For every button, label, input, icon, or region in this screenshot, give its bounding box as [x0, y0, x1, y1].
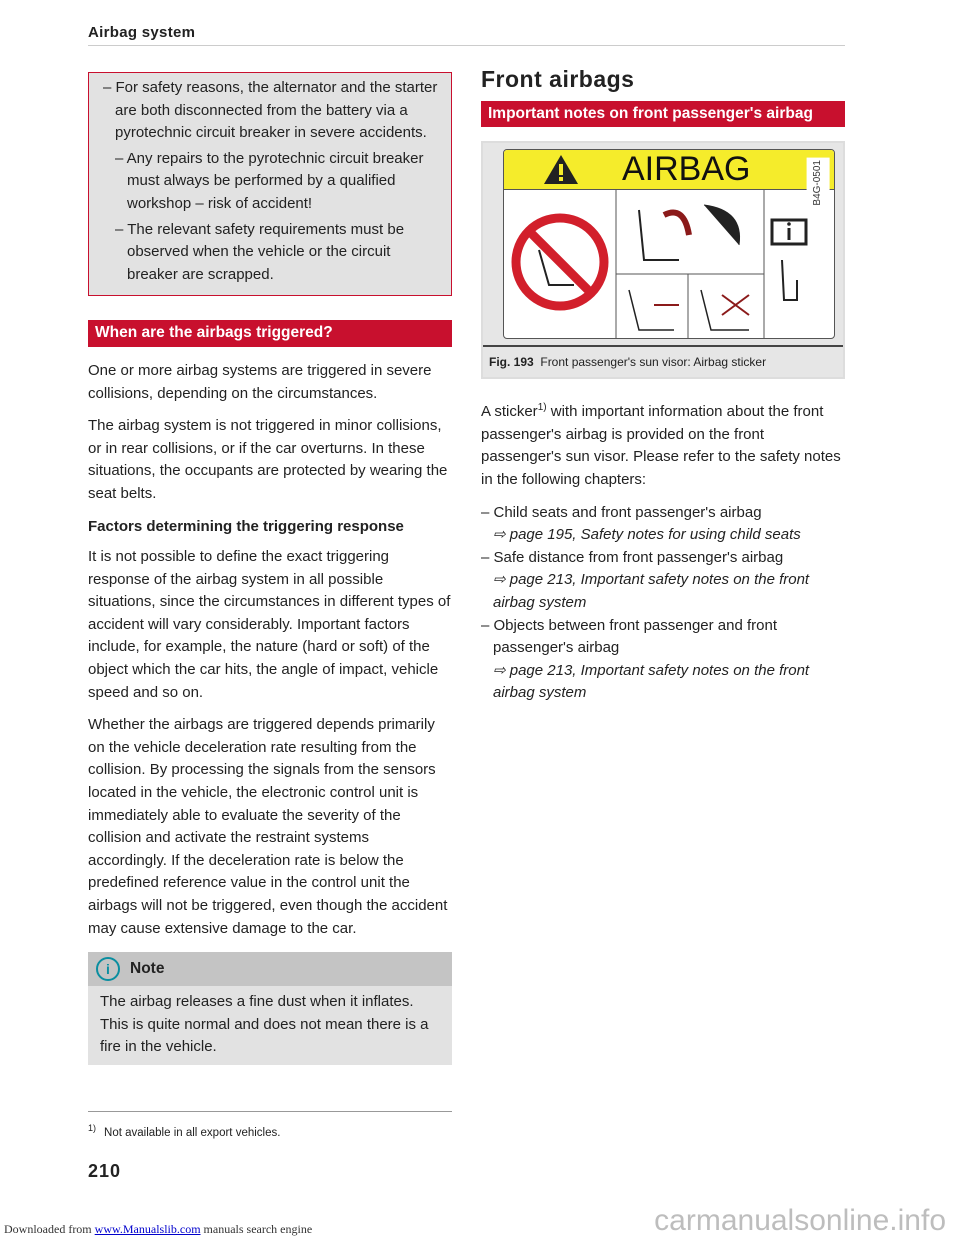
paragraph [481, 397, 845, 491]
warning-item: – For safety reasons, the alternator and the starter are both disconnected from the battery via a pyrotechnic circuit breaker in severe accidents. [103, 79, 438, 142]
caption-text: Front passenger's sun visor: Airbag sticker [540, 354, 767, 369]
no-objects-icon [701, 290, 749, 330]
intro-text: A sticker [481, 403, 538, 421]
no-child-seat-icon [516, 218, 604, 306]
page-reference-link[interactable]: ⇨ page 213, Important safety notes on the front airbag system [493, 571, 810, 611]
download-suffix: manuals search engine [200, 1222, 313, 1236]
list-item: – Safe distance from front passenger's airbag [481, 548, 784, 566]
reference-list [481, 502, 845, 705]
page-reference-link[interactable]: ⇨ page 195, Safety notes for using child seats [493, 526, 801, 544]
download-prefix: Downloaded from [4, 1222, 95, 1236]
warning-item: – Any repairs to the pyrotechnic circuit breaker must always be performed by a qualified workshop – risk of accident! [115, 149, 424, 212]
info-icon: i [96, 957, 120, 981]
page-title: Front airbags [481, 66, 635, 92]
footnote [88, 1111, 452, 1141]
note-text: The airbag releases a fine dust when it inflates. This is quite normal and does not mean there is a fire in the vehicle. [100, 993, 429, 1056]
paragraph: The airbag system is not triggered in minor collisions, or in rear collisions, or if the car overturns. In these situations, the occupants are protected by wearing the seat belts. [88, 417, 448, 502]
left-column [88, 72, 452, 1181]
subheading: Factors determining the triggering response [88, 517, 404, 535]
figure-label: Fig. 193 [489, 354, 534, 369]
download-note [4, 1222, 312, 1237]
sticker-pictograms [504, 190, 814, 339]
page-reference-link[interactable]: ⇨ page 213, Important safety notes on the front airbag system [493, 661, 810, 702]
figure [481, 141, 845, 380]
page-number: 210 [88, 1160, 122, 1181]
airbag-deploy-icon [639, 205, 740, 260]
paragraph: One or more airbag systems are triggered in severe collisions, depending on the circumstances. [88, 361, 432, 402]
paragraph: It is not possible to define the exact triggering response of the airbag system in all possible situations, since the circumstances in different types of accident will vary considerably. Important factors include, for example, the nature (hard or soft) of the object which the car hits, the angle of impact, vehicle speed and so on. [88, 548, 451, 701]
section-heading: When are the airbags triggered? [88, 320, 452, 347]
warning-item: – The relevant safety requirements must be observed when the vehicle or the circuit breaker are scrapped. [115, 220, 405, 283]
paragraph: Whether the airbags are triggered depends primarily on the vehicle deceleration rate resulting from the collision. By processing the signals from the sensors located in the vehicle, the electronic control unit is immediately able to evaluate the severity of the collision and activate the restraint systems accordingly. If the deceleration rate is below the predefined reference value in the control unit the airbags will not be triggered, even though the accident may cause extensive damage to the car. [88, 716, 448, 937]
note-box [88, 952, 452, 1065]
right-column [481, 68, 845, 705]
warning-box [88, 72, 452, 296]
sticker-title: AIRBAG [622, 149, 751, 188]
watermark: carmanualsonline.info [654, 1204, 946, 1237]
figure-code: B4G-0501 [807, 158, 830, 208]
footnote-text: Not available in all export vehicles. [104, 1126, 281, 1139]
manualslib-link[interactable]: www.Manualslib.com [94, 1222, 201, 1236]
section-heading: Important notes on front passenger's airbag [481, 101, 845, 127]
footnote-mark: 1) [88, 1122, 97, 1133]
list-item: – Objects between front passenger and front passenger's airbag [481, 616, 778, 657]
note-title: Note [130, 959, 165, 977]
figure-caption [483, 345, 843, 378]
warning-triangle-icon [504, 151, 594, 187]
safe-distance-icon [629, 290, 679, 330]
running-header: Airbag system [88, 24, 845, 46]
manual-book-icon [772, 220, 806, 300]
intro-text: with important information about the front passenger's airbag is provided on the front passenger's sun visor. Please refer to the safety notes in the following chapters: [481, 403, 841, 488]
airbag-sticker [503, 149, 835, 339]
footnote-ref: 1) [537, 402, 547, 414]
list-item: – Child seats and front passenger's airbag [481, 503, 762, 521]
